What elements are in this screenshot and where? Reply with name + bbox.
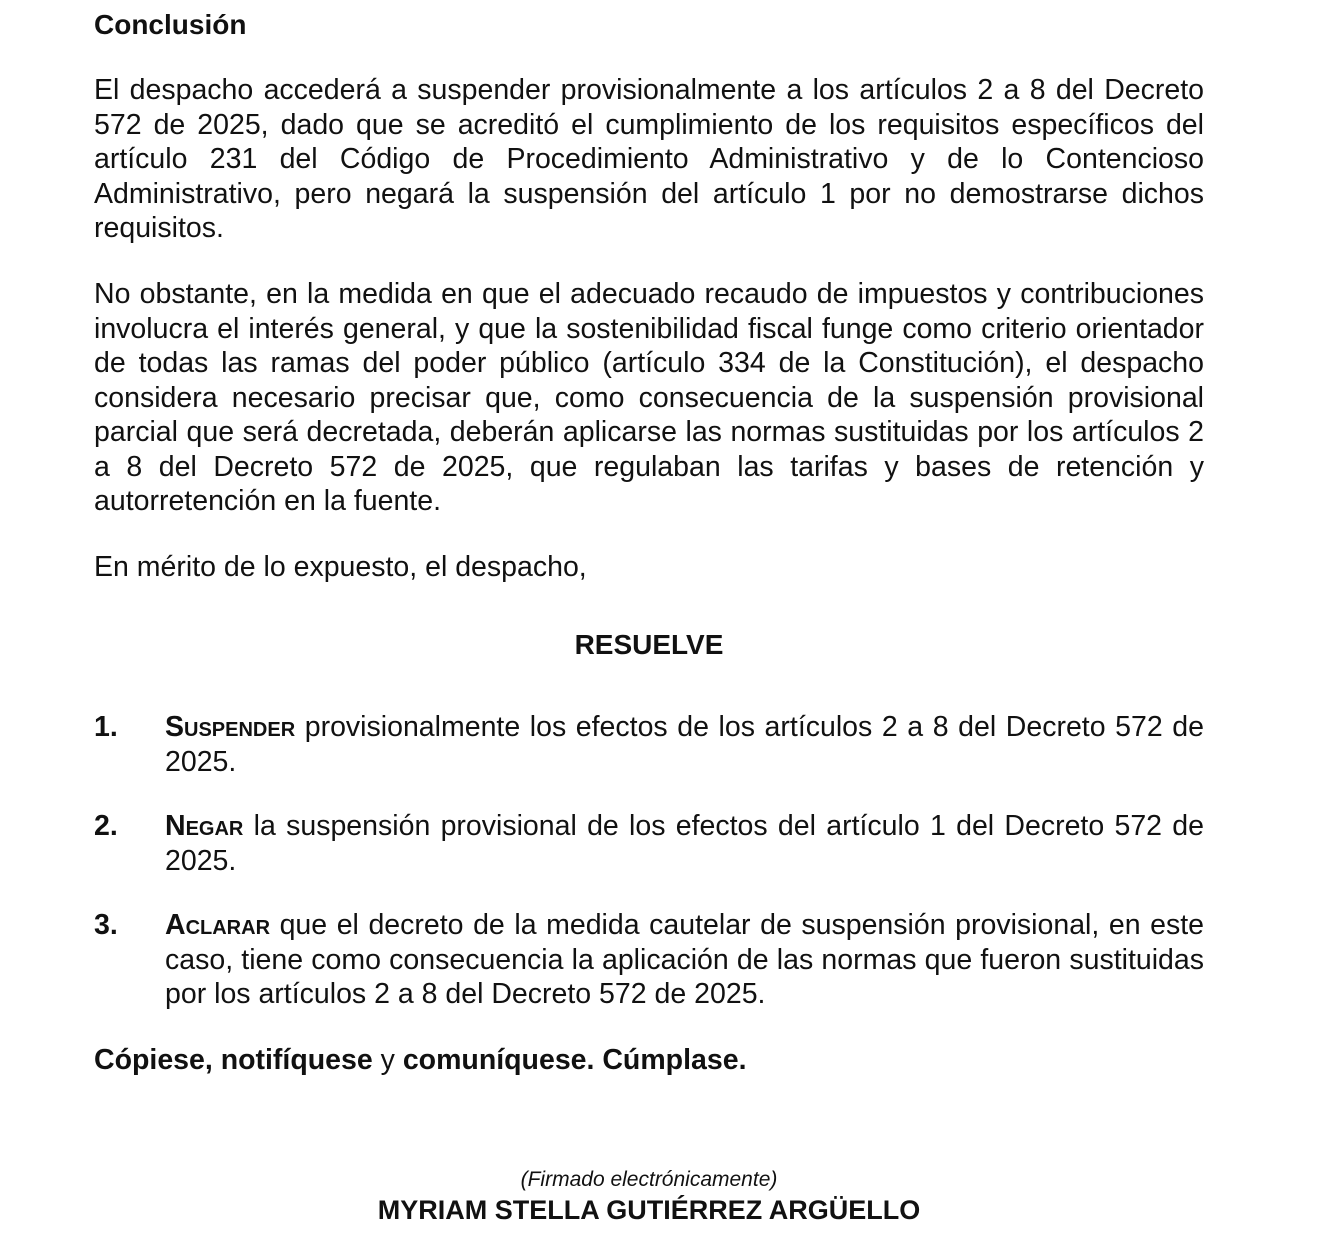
item-keyword: Aclarar (165, 909, 271, 941)
item-number: 3. (94, 909, 118, 941)
item-keyword: Negar (165, 810, 244, 842)
closing-part-2: comuníquese. Cúmplase. (402, 1044, 747, 1076)
document-page (94, 0, 1204, 1250)
item-number: 1. (94, 711, 118, 743)
item-body (165, 908, 1204, 1012)
item-text: provisionalmente los efectos de los artículos 2 a 8 del Decreto 572 de 2025. (165, 711, 1204, 778)
resuelve-title: RESUELVE (574, 629, 724, 660)
paragraph-clarification: No obstante, en la medida en que el adecuado recaudo de impuestos y contribuciones involucra el interés general, y que la sostenibilidad fiscal funge como criterio orientador de todas las ramas del poder público (artículo 334 de la Constitución), el despacho considera necesario precisar que, como consecuencia de la suspensión provisional parcial que será decretada, deberán aplicarse las normas sustituidas por los artículos 2 a 8 del Decreto 572 de 2025, que regulaban las tarifas y bases de retención y autorretención en la fuente. (94, 278, 1204, 517)
section-heading: Conclusión (94, 9, 247, 40)
item-text: que el decreto de la medida cautelar de suspensión provisional, en este caso, tiene como consecuencia la aplicación de las normas que fueron sustituidas por los artículos 2 a 8 del Decreto 572 de 2025. (165, 909, 1204, 1010)
paragraph-merit: En mérito de lo expuesto, el despacho, (94, 551, 587, 583)
item-body (165, 809, 1204, 878)
item-body (165, 710, 1204, 779)
closing-connector: y (372, 1044, 403, 1076)
item-keyword: Suspender (165, 711, 296, 743)
closing-part-1: Cópiese, notifíquese (94, 1044, 373, 1076)
paragraph-conclusion: El despacho accederá a suspender provisionalmente a los artículos 2 a 8 del Decreto 572 de 2025, dado que se acreditó el cumplimiento de los requisitos específicos del artículo 231 del Código de Procedimiento Administrativo y de lo Contencioso Administrativo, pero negará la suspensión del artículo 1 por no demostrarse dichos requisitos. (94, 74, 1204, 244)
signature-note: (Firmado electrónicamente) (520, 1168, 778, 1191)
item-text: la suspensión provisional de los efectos del artículo 1 del Decreto 572 de 2025. (165, 810, 1204, 877)
item-number: 2. (94, 810, 118, 842)
signer-name: MYRIAM STELLA GUTIÉRREZ ARGÜELLO (377, 1195, 921, 1225)
closing-formula (94, 1043, 1204, 1078)
